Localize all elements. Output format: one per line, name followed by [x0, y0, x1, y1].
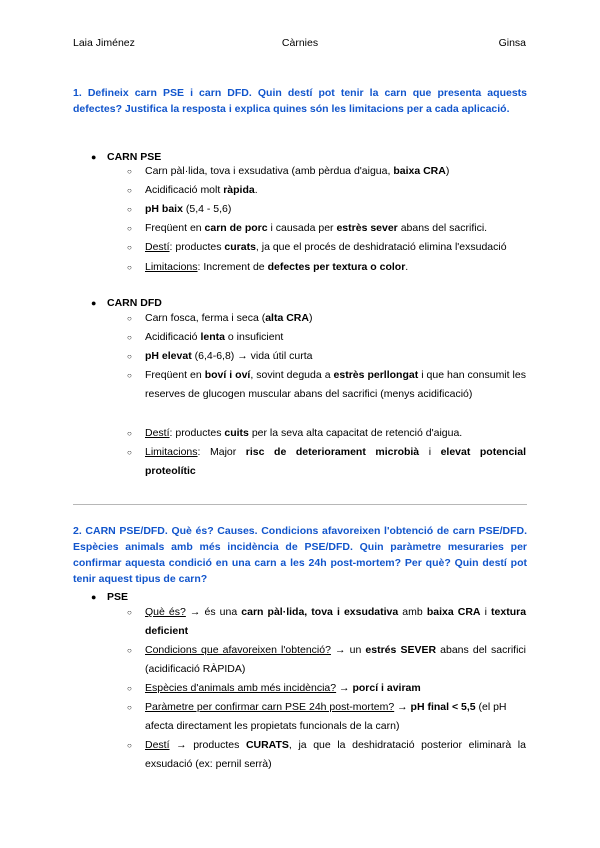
horizontal-divider — [73, 504, 527, 505]
section-title-pse: CARN PSE — [107, 151, 162, 163]
circle-bullet-icon: ○ — [127, 429, 132, 438]
list-item: Acidificació molt ràpida. — [145, 184, 258, 196]
list-item: pH elevat (6,4-6,8) → vida útil curta — [145, 350, 313, 362]
list-item: Paràmetre per confirmar carn PSE 24h post-mortem? → pH final < 5,5 (el pH afecta directament les propietats funcionals de la carn) — [145, 701, 507, 732]
circle-bullet-icon: ○ — [127, 205, 132, 214]
question-1: 1. Defineix carn PSE i carn DFD. Quin destí pot tenir la carn que presenta aquests defectes? Justifica la resposta i explica quines són les limitacions per a cada aplicació. — [73, 87, 527, 115]
section-title-dfd: CARN DFD — [107, 297, 162, 309]
circle-bullet-icon: ○ — [127, 333, 132, 342]
header-author: Laia Jiménez — [73, 37, 135, 49]
bullet-dot-icon: ● — [91, 298, 97, 308]
section-title-pse-2: PSE — [107, 591, 129, 603]
list-item: Carn pàl·lida, tova i exsudativa (amb pèrdua d'aigua, baixa CRA) — [145, 165, 450, 177]
circle-bullet-icon: ○ — [127, 263, 132, 272]
circle-bullet-icon: ○ — [127, 167, 132, 176]
list-item: Destí → productes CURATS, ja que la deshidratació posterior eliminarà la exsudació (ex: pernil serrà) — [145, 739, 526, 770]
list-item: Condicions que afavoreixen l'obtenció? → un estrés SEVER abans del sacrifici (acidificació RÀPIDA) — [145, 644, 526, 675]
circle-bullet-icon: ○ — [127, 741, 132, 750]
list-item: Freqüent en boví i oví, sovint deguda a estrès perllongat i que han consumit les reserves de glucogen muscular abans del sacrifici (menys acidificació) — [145, 369, 526, 400]
circle-bullet-icon: ○ — [127, 608, 132, 617]
list-item: Limitacions: Major risc de deteriorament microbià i elevat potencial proteolític — [145, 446, 526, 477]
list-item: Carn fosca, ferma i seca (alta CRA) — [145, 312, 313, 324]
circle-bullet-icon: ○ — [127, 314, 132, 323]
circle-bullet-icon: ○ — [127, 352, 132, 361]
list-item: Limitacions: Increment de defectes per textura o color. — [145, 261, 409, 273]
bullet-dot-icon: ● — [91, 152, 97, 162]
circle-bullet-icon: ○ — [127, 684, 132, 693]
list-item: Destí: productes cuits per la seva alta capacitat de retenció d'aigua. — [145, 427, 463, 439]
list-item: Espècies d'animals amb més incidència? → porcí i aviram — [145, 682, 421, 694]
circle-bullet-icon: ○ — [127, 448, 132, 457]
list-item: Què és? → és una carn pàl·lida, tova i exsudativa amb baixa CRA i textura deficient — [145, 606, 527, 637]
list-item: Acidificació lenta o insuficient — [145, 331, 284, 343]
bullet-dot-icon: ● — [91, 592, 97, 602]
list-item: Destí: productes curats, ja que el procés de deshidratació elimina l'exsudació — [145, 241, 507, 253]
header-group: Ginsa — [498, 37, 526, 49]
header-subject: Càrnies — [281, 37, 319, 49]
list-item: Freqüent en carn de porc i causada per estrès sever abans del sacrifici. — [145, 222, 488, 234]
list-item: pH baix (5,4 - 5,6) — [145, 203, 232, 215]
circle-bullet-icon: ○ — [127, 186, 132, 195]
circle-bullet-icon: ○ — [127, 703, 132, 712]
circle-bullet-icon: ○ — [127, 371, 132, 380]
circle-bullet-icon: ○ — [127, 646, 132, 655]
circle-bullet-icon: ○ — [127, 224, 132, 233]
circle-bullet-icon: ○ — [127, 243, 132, 252]
question-2: 2. CARN PSE/DFD. Què és? Causes. Condicions afavoreixen l'obtenció de carn PSE/DFD. Espècies animals amb més incidència de PSE/DFD. Quin paràmetre mesuraries per confirmar aquesta condició en una carn a les 24h post-mortem? Per què? Quin destí pot tenir aquest tipus de carn? — [73, 525, 527, 585]
